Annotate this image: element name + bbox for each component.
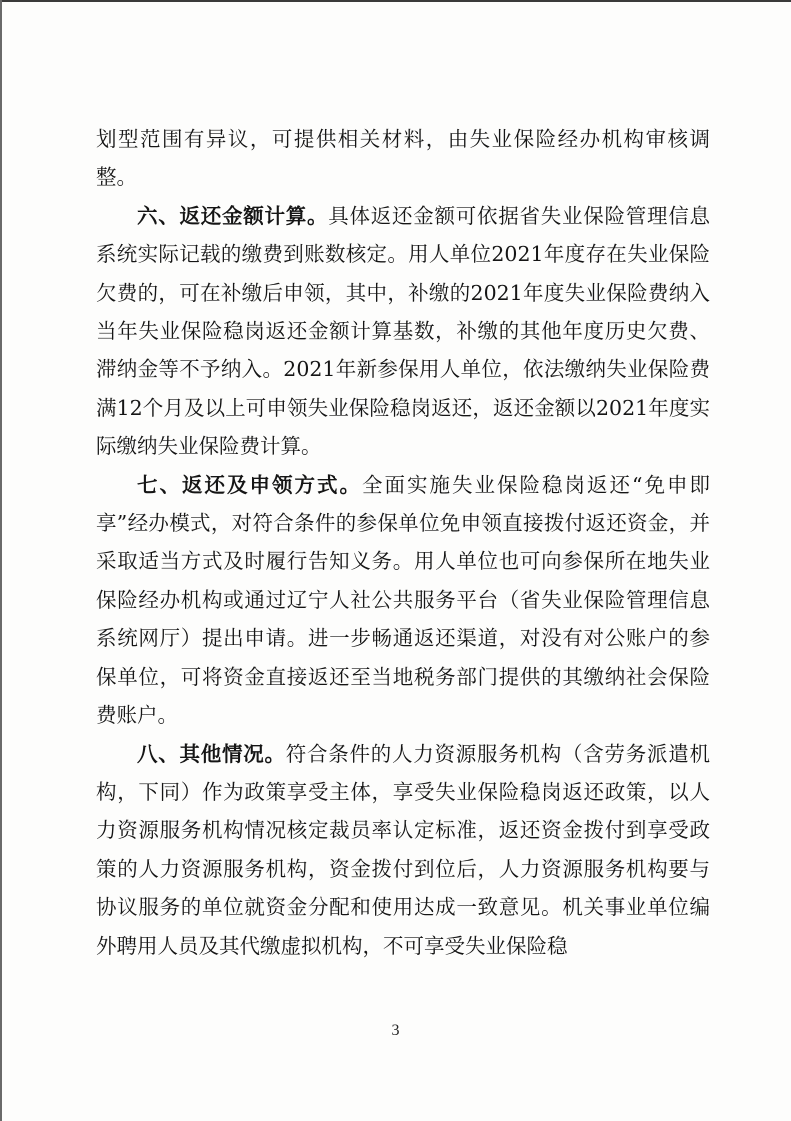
scan-border-left bbox=[0, 0, 2, 1121]
scan-border-top bbox=[0, 0, 791, 2]
paragraph-text: 划型范围有异议，可提供相关材料，由失业保险经办机构审核调整。 bbox=[96, 127, 710, 190]
paragraph-text: 符合条件的人力资源服务机构（含劳务派遣机构，下同）作为政策享受主体，享受失业保险稳岗返还政策，以人力资源服务机构情况核定裁员率认定标准，返还资金拨付到享受政策的人力资源服务机构，资金拨付到位后，人力资源服务机构要与协议服务的单位就资金分配和使用达成一致意见。机关事业单位编外聘用人员及其代缴虚拟机构，不可享受失业保险稳 bbox=[96, 741, 710, 958]
document-body bbox=[96, 120, 710, 965]
section-heading-7: 七、返还及申领方式。 bbox=[137, 472, 363, 497]
paragraph-refund-method bbox=[96, 466, 710, 735]
paragraph-text: 全面实施失业保险稳岗返还“免申即享”经办模式，对符合条件的参保单位免申领直接拨付返还资金，并采取适当方式及时履行告知义务。用人单位也可向参保所在地失业保险经办机构或通过辽宁人社公共服务平台（省失业保险管理信息系统网厅）提出申请。进一步畅通返还渠道，对没有对公账户的参保单位，可将资金直接返还至当地税务部门提供的其缴纳社会保险费账户。 bbox=[96, 472, 711, 728]
section-heading-8: 八、其他情况。 bbox=[137, 741, 286, 766]
paragraph-continuation bbox=[96, 120, 710, 197]
paragraph-refund-amount bbox=[96, 197, 710, 466]
section-heading-6: 六、返还金额计算。 bbox=[137, 203, 329, 228]
page-number: 3 bbox=[391, 1022, 400, 1039]
paragraph-other bbox=[96, 735, 710, 965]
paragraph-text: 具体返还金额可依据省失业保险管理信息系统实际记载的缴费到账数核定。用人单位2021年度存在失业保险欠费的，可在补缴后申领，其中，补缴的2021年度失业保险费纳入当年失业保险稳岗返还金额计算基数，补缴的其他年度历史欠费、滞纳金等不予纳入。2021年新参保用人单位，依法缴纳失业保险费满12个月及以上可申领失业保险稳岗返还，返还金额以2021年度实际缴纳失业保险费计算。 bbox=[96, 203, 710, 459]
